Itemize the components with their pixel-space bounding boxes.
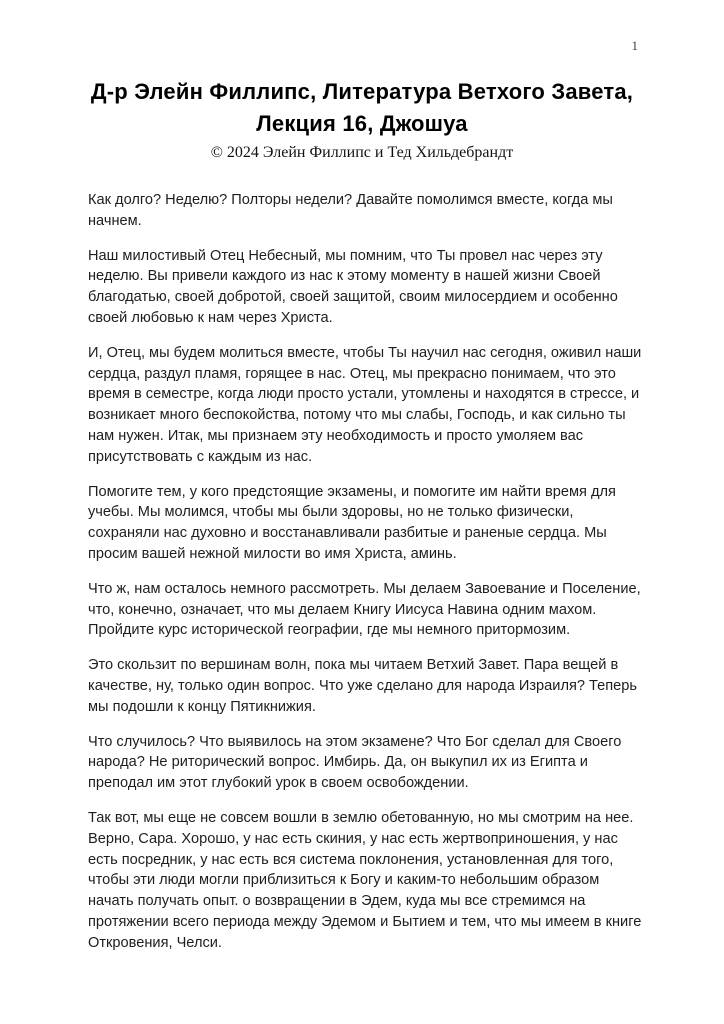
paragraph: Что случилось? Что выявилось на этом экзамене? Что Бог сделал для Своего народа? Не риторический вопрос. Имбирь. Да, он выкупил их из Египта и преподал им этот глубокий урок в своем освобождении. — [88, 733, 622, 792]
paragraph: И, Отец, мы будем молиться вместе, чтобы Ты научил нас сегодня, оживил наши сердца, раздул пламя, горящее в нас. Отец, мы прекрасно понимаем, что это время в семестре, когда люди просто устали, утомлены и находятся в стрессе, и возникает много беспокойства, потому что мы слабы, Господь, и как сильно ты нам нужен. Итак, мы признаем эту необходимость и просто умоляем вас присутствовать с каждым из нас. — [88, 344, 642, 465]
paragraph: Наш милостивый Отец Небесный, мы помним, что Ты провел нас через эту неделю. Вы привели каждого из нас к этому моменту в нашей жизни Своей благодатью, своей добротой, своей защитой, своим милосердием и особенно своей любовью к нам через Христа. — [88, 247, 618, 326]
paragraph: Помогите тем, у кого предстоящие экзамены, и помогите им найти время для учебы. Мы молимся, чтобы мы были здоровы, но не только физически, сохраняли нас духовно и восстанавливали разбитые и раненые сердца. Мы просим вашей нежной милости во имя Христа, аминь. — [88, 483, 616, 562]
paragraph: Что ж, нам осталось немного рассмотреть. Мы делаем Завоевание и Поселение, что, конечно, означает, что мы делаем Книгу Иисуса Навина одним махом. Пройдите курс исторической географии, где мы немного притормозим. — [88, 580, 641, 639]
copyright-line: © 2024 Элейн Филлипс и Тед Хильдебрандт — [210, 144, 514, 161]
paragraph: Как долго? Неделю? Полторы недели? Давайте помолимся вместе, когда мы начнем. — [88, 192, 613, 229]
page-number: 1 — [631, 38, 638, 53]
paragraph: Так вот, мы еще не совсем вошли в землю обетованную, но мы смотрим на нее. Верно, Сара. Хорошо, у нас есть скиния, у нас есть жертвоприношения, у нас есть посредник, у нас есть вся система поклонения, установленная для того, чтобы эти люди могли приблизиться к Богу и каким-то небольшим образом начать получать опыт. о возвращении в Эдем, куда мы все стремимся на протяжении всего периода между Эдемом и Бытием и тем, что мы имеем в книге Откровения, Челси. — [88, 809, 642, 951]
document-body — [88, 190, 645, 954]
document-header — [0, 76, 724, 163]
document-title-line-2: Лекция 16, Джошуа — [256, 111, 468, 136]
document-title-line-1: Д-р Элейн Филлипс, Литература Ветхого Завета, — [90, 79, 634, 104]
paragraph: Это скользит по вершинам волн, пока мы читаем Ветхий Завет. Пара вещей в качестве, ну, только один вопрос. Что уже сделано для народа Израиля? Теперь мы подошли к концу Пятикнижия. — [88, 657, 637, 715]
